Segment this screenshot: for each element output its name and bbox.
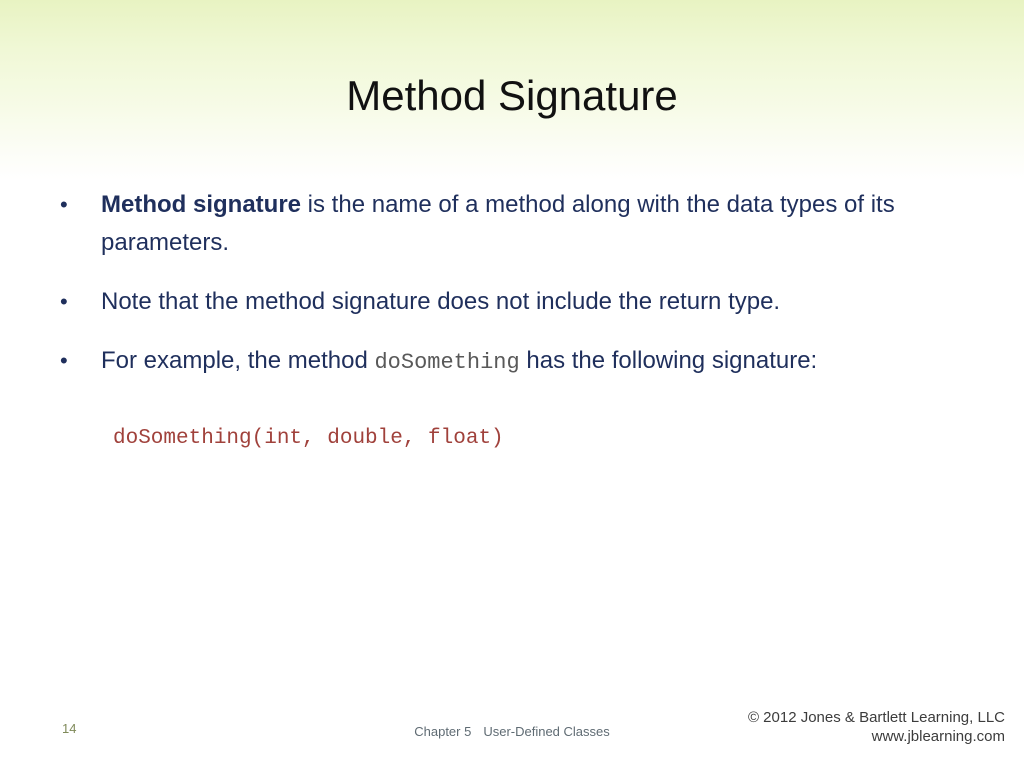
bullet-icon: • <box>60 192 68 217</box>
copyright-text: © 2012 Jones & Bartlett Learning, LLC <box>747 709 1005 726</box>
copyright-notice <box>748 708 1005 746</box>
publisher-website: www.jblearning.com <box>871 728 1005 745</box>
bullet-text: Note that the method signature does not include the return type. <box>101 288 781 315</box>
bullet-icon: • <box>60 348 68 373</box>
code-example: doSomething(int, double, float) <box>113 427 504 450</box>
bullet-text: is the name of a method along with the data types of its parameters. <box>101 191 895 256</box>
bullet-item <box>60 342 960 382</box>
bullet-item <box>60 186 960 262</box>
bullet-icon: • <box>60 289 68 314</box>
inline-code: doSomething <box>374 350 520 375</box>
bullet-text-before: For example, the method <box>101 347 375 374</box>
bullet-item <box>60 283 960 321</box>
chapter-label: Chapter 5 <box>414 724 472 739</box>
bullet-list <box>60 186 960 403</box>
bullet-text-after: has the following signature: <box>519 347 818 374</box>
slide-number: 14 <box>62 721 77 736</box>
term-method-signature: Method signature <box>101 191 302 218</box>
chapter-title: User-Defined Classes <box>483 724 610 739</box>
slide-title: Method Signature <box>346 72 678 119</box>
